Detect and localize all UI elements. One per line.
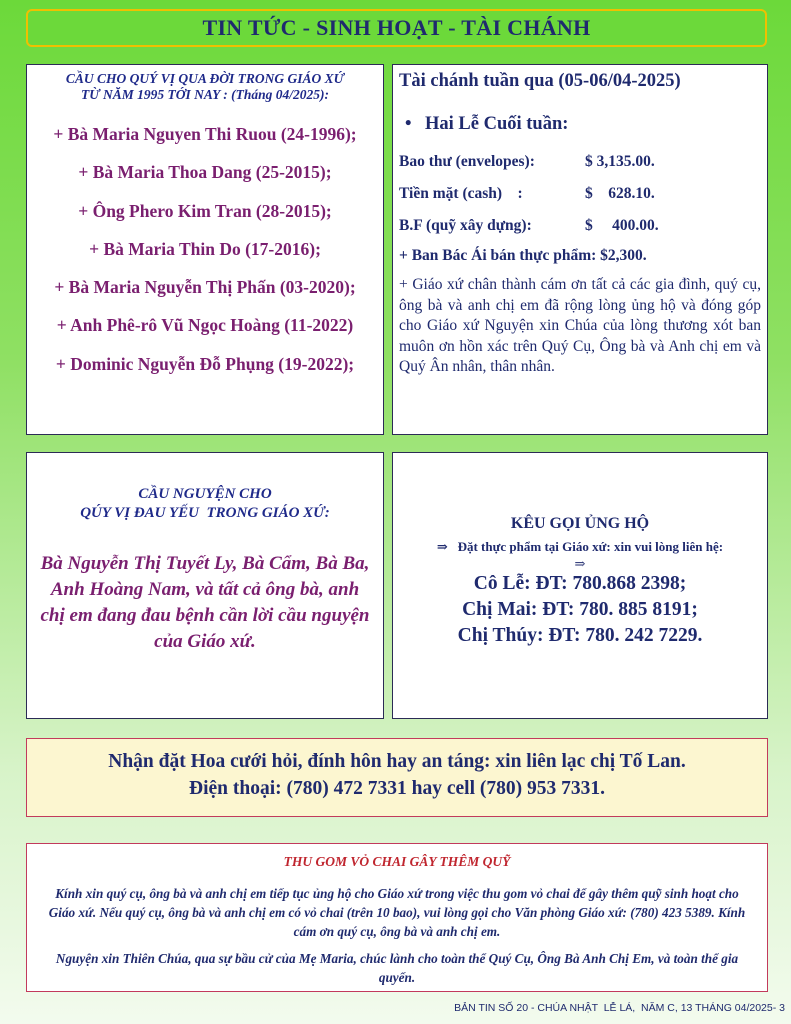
finance-row-label: Bao thư (envelopes): [399, 153, 535, 170]
finance-row [399, 185, 761, 203]
arrow-right-icon: ⇒ [574, 556, 586, 571]
sick-prayer-box [26, 452, 384, 719]
appeal-box [392, 452, 768, 719]
finance-row-amount: $ 400.00. [585, 217, 659, 234]
deceased-heading-line2: TỪ NĂM 1995 TỚI NAY : (Tháng 04/2025): [80, 87, 330, 102]
finance-title: Tài chánh tuần qua (05-06/04-2025) [399, 71, 681, 91]
blessing-paragraph: Nguyện xin Thiên Chúa, qua sự bầu cử của Mẹ Maria, chúc lành cho toàn thể Quý Cụ, Ông Bà Anh Chị Em, và toàn thể gia quyến. [55, 951, 739, 985]
finance-row-amount: $ 628.10. [585, 185, 655, 202]
list-item: + Anh Phê-rô Vũ Ngọc Hoàng (11-2022) [56, 315, 354, 336]
appeal-subline [393, 539, 767, 555]
sick-heading [27, 485, 383, 523]
appeal-subline-text: Đặt thực phẩm tại Giáo xứ: xin vui lòng liên hệ: [457, 539, 724, 554]
deceased-heading [27, 71, 383, 103]
finance-bullet [399, 114, 761, 135]
contact-line: Chị Mai: ĐT: 780. 885 8191; [462, 599, 698, 620]
arrow-right-icon: ⇒ [436, 539, 448, 554]
flower-line1: Nhận đặt Hoa cưới hỏi, đính hôn hay an táng: xin liên lạc chị Tố Lan. [108, 751, 686, 772]
page-title: TIN TỨC - SINH HOẠT - TÀI CHÁNH [26, 9, 767, 47]
contact-line: Cô Lễ: ĐT: 780.868 2398; [473, 573, 687, 594]
list-item: + Ông Phero Kim Tran (28-2015); [78, 200, 332, 221]
list-item: + Bà Maria Thin Do (17-2016); [89, 238, 321, 259]
list-item: + Bà Maria Nguyễn Thị Phấn (03-2020); [54, 277, 356, 298]
page-footer: BẢN TIN SỐ 20 - CHÚA NHẬT LỄ LÁ, NĂM C, 13 THÁNG 04/2025- 3 [454, 1002, 785, 1014]
finance-row [399, 153, 761, 171]
finance-row-amount: $ 3,135.00. [585, 153, 655, 170]
finance-box [392, 64, 768, 435]
finance-bullet-label: Hai Lễ Cuối tuần: [425, 114, 569, 134]
list-item: + Dominic Nguyễn Đỗ Phụng (19-2022); [55, 353, 355, 374]
list-item: + Bà Maria Nguyen Thi Ruou (24-1996); [53, 124, 357, 144]
deceased-heading-line1: CẦU CHO QUÝ VỊ QUA ĐỜI TRONG GIÁO XỨ [65, 71, 345, 86]
finance-row [399, 217, 761, 235]
list-item: + Bà Maria Thoa Dang (25-2015); [78, 162, 332, 183]
finance-sale: + Ban Bác Ái bán thực phẩm: $2,300. [399, 247, 647, 264]
deceased-prayer-box [26, 64, 384, 435]
bullet-icon: • [405, 114, 412, 134]
bottle-drive-box [26, 843, 768, 992]
appeal-heading: KÊU GỌI ỦNG HỘ [510, 515, 650, 532]
flower-line2: Điện thoại: (780) 472 7331 hay cell (780) 953 7331. [189, 778, 605, 799]
bottle-paragraph: Kính xin quý cụ, ông bà và anh chị em tiếp tục ủng hộ cho Giáo xứ trong việc thu gom vỏ chai để gây thêm quỹ sinh hoạt cho Giáo xứ. Nếu quý cụ, ông bà và anh chị em có vỏ chai (trên 10 bao), vui lòng gọi cho Văn phòng Giáo xứ: (780) 423 5389. Kính cám ơn quý cụ, ông bà và anh chị em. [48, 886, 746, 939]
contact-line: Chị Thúy: ĐT: 780. 242 7229. [457, 625, 703, 646]
flower-order-banner [26, 738, 768, 817]
finance-thanks: + Giáo xứ chân thành cám ơn tất cả các gia đình, quý cụ, ông bà và anh chị em đã rộng lòng ủng hộ và đóng góp cho Giáo xứ Nguyện xin Chúa của lòng thương xót ban muôn ơn hồn xác trên Quý Cụ, Ông bà và Anh chị em và Quý Ân nhân, thân nhân. [399, 276, 761, 375]
deceased-list [27, 115, 383, 383]
finance-row-label: B.F (quỹ xây dựng): [399, 217, 532, 234]
bottle-heading: THU GOM VỎ CHAI GÂY THÊM QUỸ [283, 854, 511, 869]
finance-row-label: Tiền mặt (cash) : [399, 185, 523, 202]
sick-heading-line2: QÚY VỊ ĐAU YẾU TRONG GIÁO XỨ: [80, 505, 330, 521]
sick-names: Bà Nguyễn Thị Tuyết Ly, Bà Cẩm, Bà Ba, Anh Hoàng Nam, và tất cả ông bà, anh chị em đang đau bệnh cần lời cầu nguyện của Giáo xứ. [40, 553, 370, 652]
sick-heading-line1: CẦU NGUYỆN CHO [138, 486, 272, 502]
